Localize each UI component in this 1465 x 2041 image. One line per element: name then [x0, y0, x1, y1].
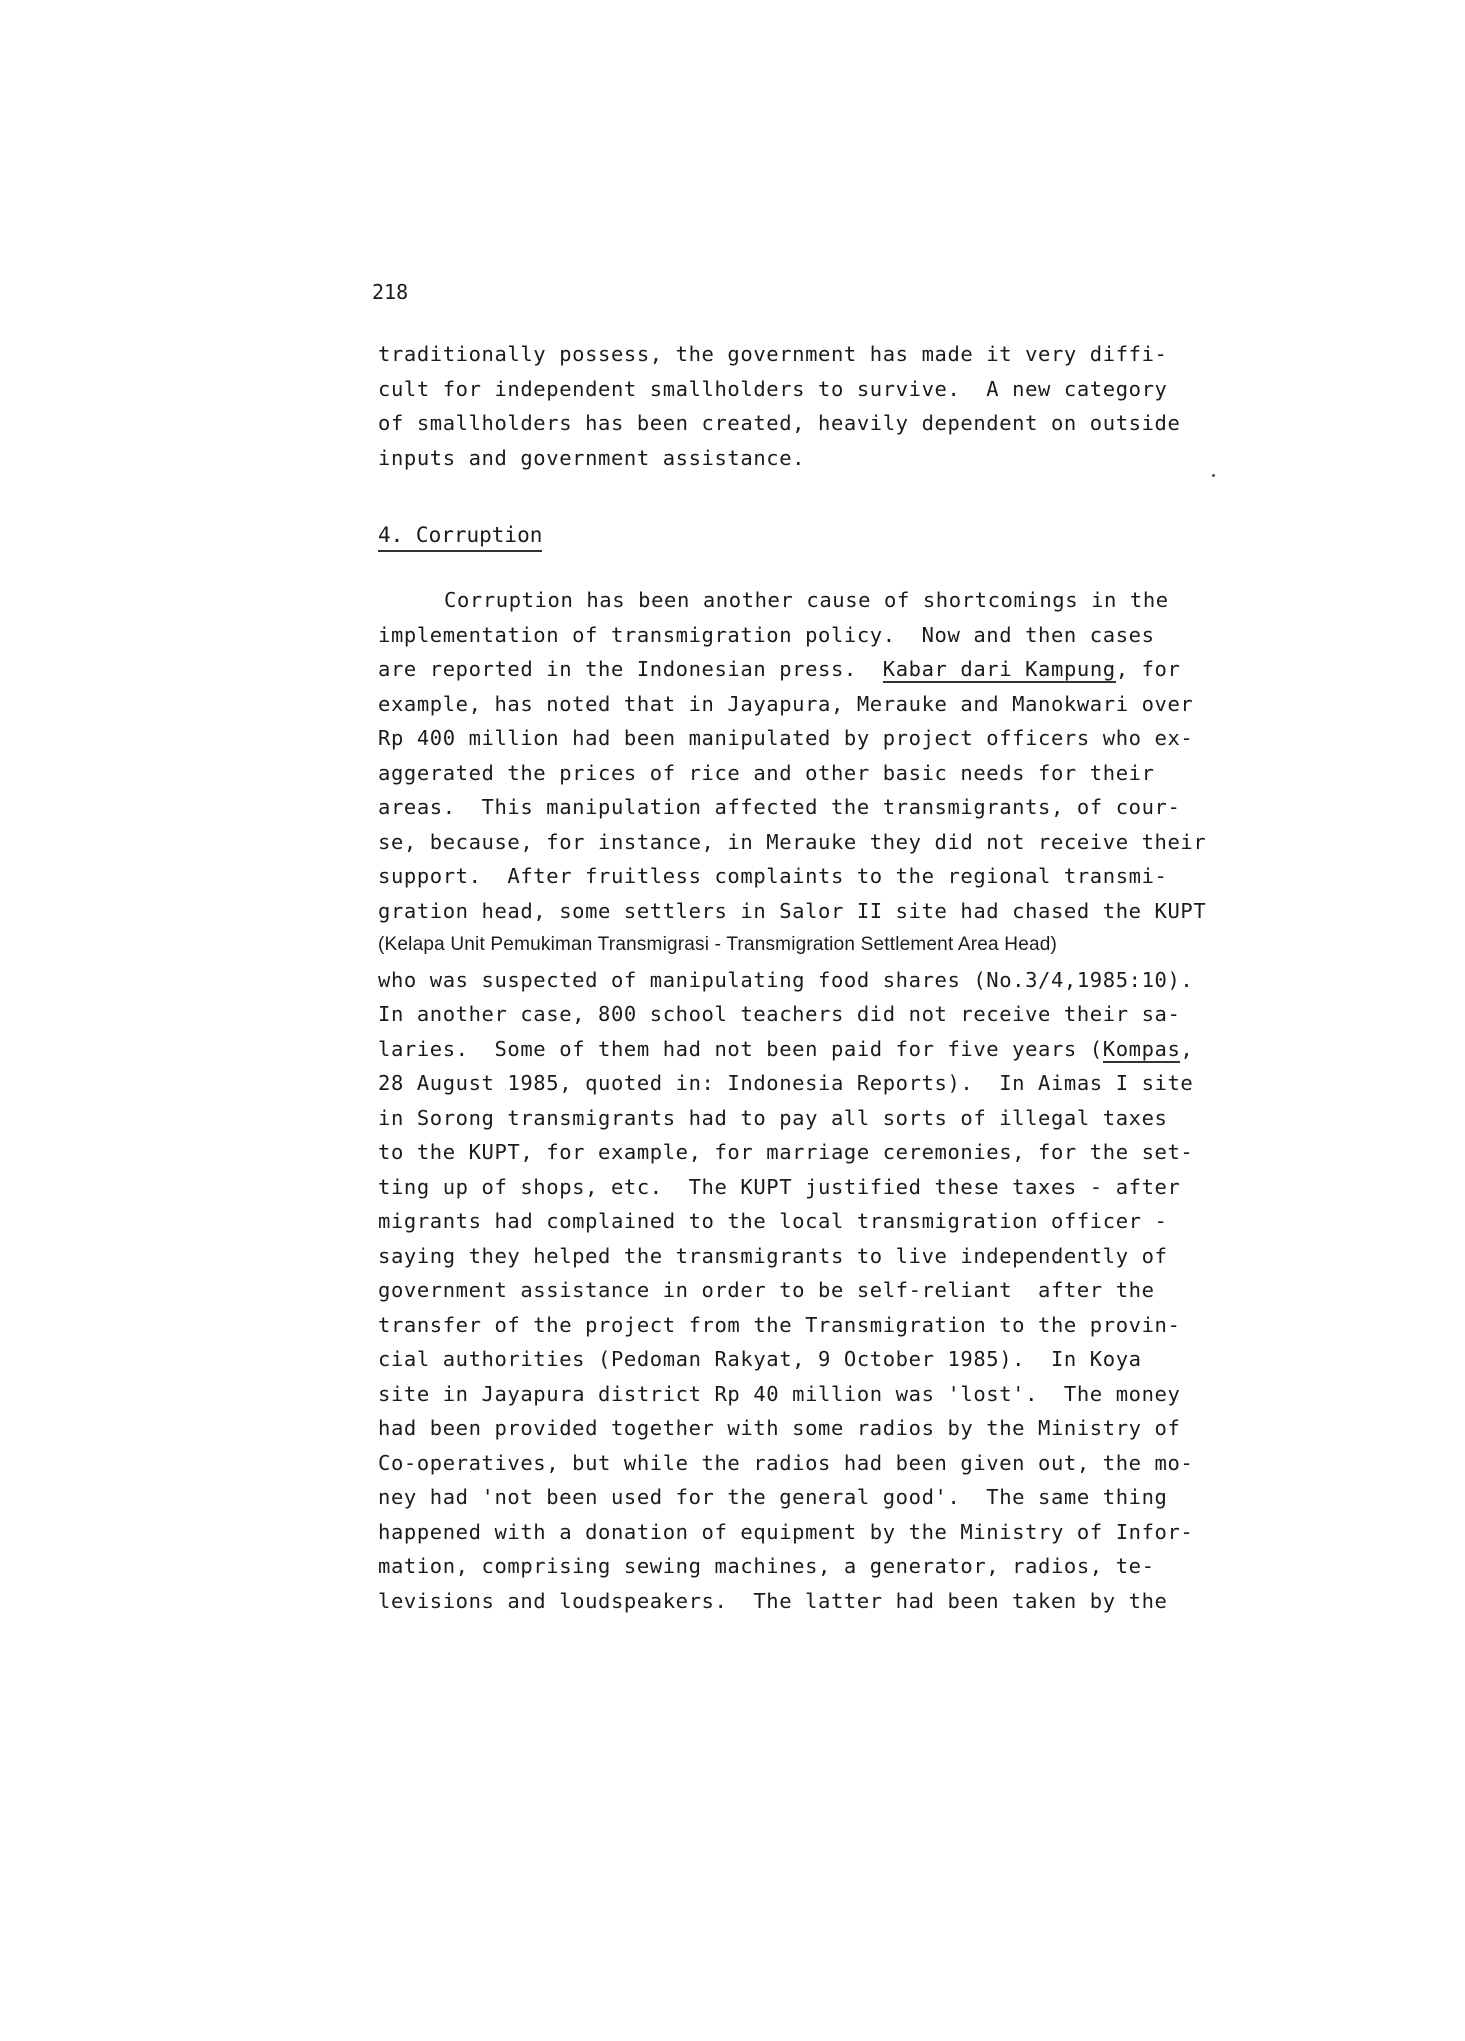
- text-line: support. After fruitless complaints to the regional transmi-: [378, 864, 1168, 888]
- text-line: levisions and loudspeakers. The latter had been taken by the: [378, 1588, 1168, 1613]
- intro-paragraph: [378, 337, 1238, 475]
- text-line: se, because, for instance, in Merauke they did not receive their: [378, 829, 1207, 854]
- text-line: cial authorities (Pedoman Rakyat, 9 October 1985). In Koya: [378, 1347, 1142, 1371]
- text-fragment: are reported in the Indonesian press.: [378, 657, 883, 681]
- text-line: transfer of the project from the Transmigration to the provin-: [378, 1312, 1181, 1337]
- text-line: implementation of transmigration policy. Now and then cases: [378, 622, 1155, 647]
- text-fragment: laries. Some of them had not been paid for five years (: [378, 1036, 1103, 1061]
- text-line: saying they helped the transmigrants to live independently of: [378, 1243, 1168, 1268]
- text-line: In another case, 800 school teachers did not receive their sa-: [378, 1002, 1181, 1026]
- publication-title: Kompas: [1102, 1036, 1181, 1061]
- text-line: [378, 1032, 1238, 1067]
- corruption-paragraph: [378, 583, 1238, 1618]
- section-heading: 4. Corruption: [378, 521, 542, 552]
- text-line: (Kelapa Unit Pemukiman Transmigrasi - Transmigration Settlement Area Head): [378, 934, 1058, 955]
- text-fragment: , for: [1115, 657, 1181, 681]
- text-line: 28 August 1985, quoted in: Indonesia Reports). In Aimas I site: [378, 1071, 1194, 1095]
- text-line: aggerated the prices of rice and other basic needs for their: [378, 760, 1155, 785]
- text-fragment: ,: [1180, 1036, 1194, 1061]
- text-line: to the KUPT, for example, for marriage ceremonies, for the set-: [378, 1140, 1194, 1164]
- stray-mark: [1212, 474, 1215, 477]
- text-line: migrants had complained to the local transmigration officer -: [378, 1209, 1168, 1233]
- text-line: Rp 400 million had been manipulated by project officers who ex-: [378, 726, 1194, 750]
- text-line: ting up of shops, etc. The KUPT justified these taxes - after: [378, 1174, 1181, 1199]
- text-line: Co-operatives, but while the radios had been given out, the mo-: [378, 1450, 1194, 1475]
- page-number: 218: [372, 280, 409, 304]
- text-line: traditionally possess, the government has made it very diffi-: [378, 342, 1168, 366]
- text-line: mation, comprising sewing machines, a generator, radios, te-: [378, 1554, 1155, 1578]
- text-line: ney had 'not been used for the general good'. The same thing: [378, 1485, 1168, 1509]
- text-line: Corruption has been another cause of shortcomings in the: [444, 588, 1169, 612]
- text-line: example, has noted that in Jayapura, Merauke and Manokwari over: [378, 691, 1194, 716]
- text-line: happened with a donation of equipment by the Ministry of Infor-: [378, 1519, 1194, 1544]
- text-line: site in Jayapura district Rp 40 million was 'lost'. The money: [378, 1381, 1181, 1406]
- publication-title: Kabar dari Kampung: [882, 657, 1116, 681]
- text-line: in Sorong transmigrants had to pay all sorts of illegal taxes: [378, 1105, 1168, 1130]
- text-line: gration head, some settlers in Salor II site had chased the KUPT: [378, 898, 1207, 923]
- text-line: cult for independent smallholders to survive. A new category: [378, 376, 1168, 401]
- text-line: [378, 652, 1238, 687]
- text-line: who was suspected of manipulating food shares (No.3/4,1985:10).: [378, 967, 1194, 992]
- text-line: of smallholders has been created, heavily dependent on outside: [378, 411, 1181, 435]
- text-line: inputs and government assistance.: [378, 445, 806, 470]
- text-line: had been provided together with some radios by the Ministry of: [378, 1416, 1181, 1440]
- text-line: government assistance in order to be self-reliant after the: [378, 1278, 1155, 1302]
- text-line: areas. This manipulation affected the transmigrants, of cour-: [378, 795, 1181, 819]
